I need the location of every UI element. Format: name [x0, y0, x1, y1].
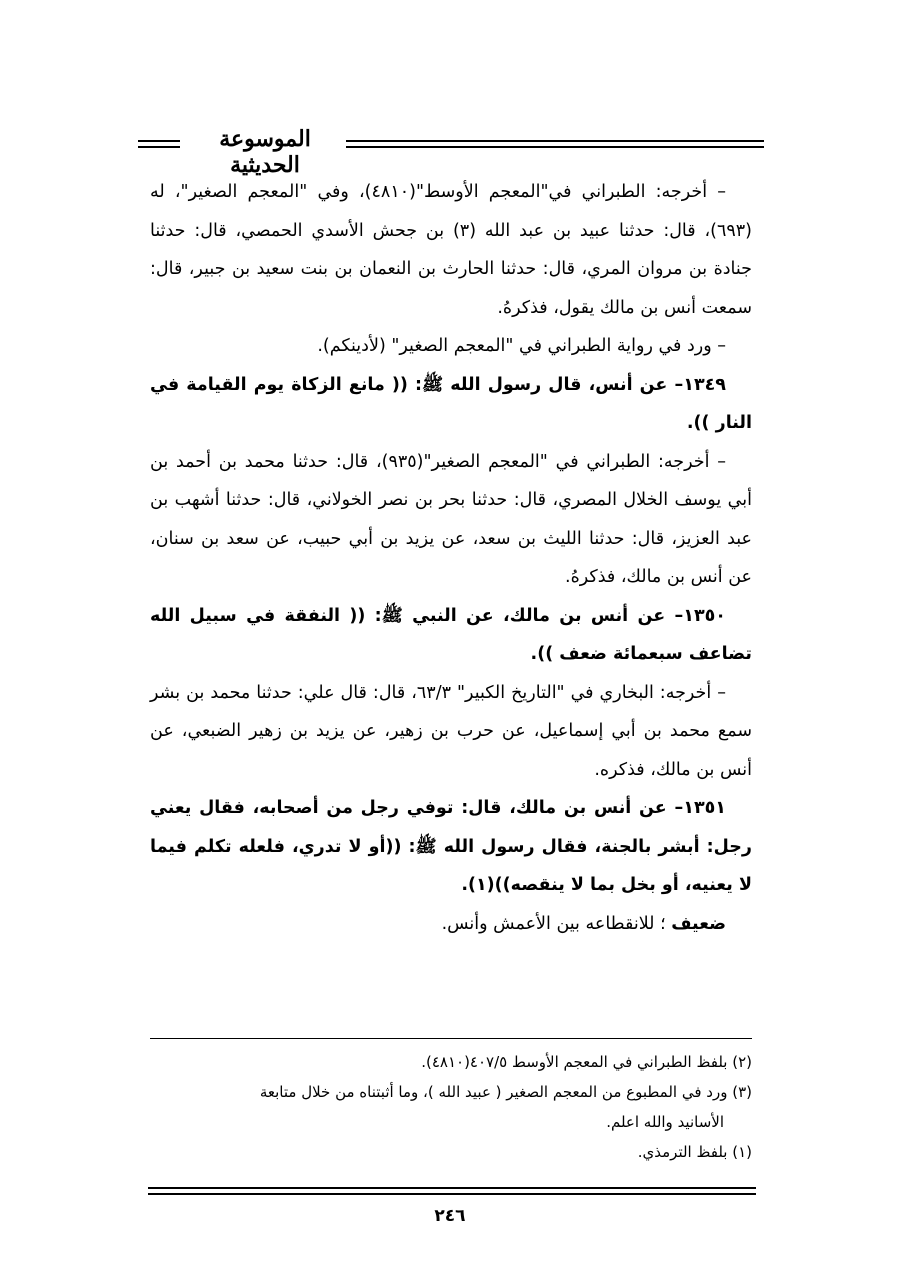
takhrij-paragraph: – أخرجه: البخاري في "التاريخ الكبير" ٦٣/٣، قال: قال علي: حدثنا محمد بن بشر سمع محمد بن أبي إسماعيل، عن حرب بن زهير، عن يزيد بن زهير الضبعي، عن أنس بن مالك، فذكره. — [150, 682, 752, 780]
grading-line — [150, 905, 752, 944]
takhrij-paragraph: – أخرجه: الطبراني في "المعجم الصغير"(٩٣٥)، قال: حدثنا محمد بن أحمد بن أبي يوسف الخلال المصري، قال: حدثنا بحر بن نصر الخولاني، قال: حدثنا أشهب بن عبد العزيز، قال: حدثنا الليث بن سعد، عن يزيد بن أبي حبيب، عن سعد بن سنان، عن أنس بن مالك، فذكرهُ. — [150, 451, 752, 587]
footnote: (١) بلفظ الترمذي. — [637, 1143, 752, 1161]
header-title: الموسوعة الحديثية — [219, 126, 311, 178]
variant-note: – ورد في رواية الطبراني في "المعجم الصغير" (لأدينكم). — [317, 336, 726, 356]
hadith-1351: ١٣٥١– عن أنس بن مالك، قال: توفي رجل من أصحابه، فقال يعني رجل: أبشر بالجنة، فقال رسول الله ﷺ: ((أو لا تدري، فلعله تكلم فيما لا يعنيه، أو بخل بما لا ينقصه))(١). — [150, 798, 752, 895]
hadith-1349: ١٣٤٩– عن أنس، قال رسول الله ﷺ: (( مانع الزكاة يوم القيامة في النار )). — [150, 374, 752, 433]
hadith-1350: ١٣٥٠– عن أنس بن مالك، عن النبي ﷺ: (( النفقة في سبيل الله تضاعف سبعمائة ضعف )). — [150, 605, 752, 664]
footnote-continuation: الأسانيد والله اعلم. — [606, 1113, 724, 1131]
footnote: (٣) ورد في المطبوع من المعجم الصغير ( عبيد الله )، وما أثبتناه من خلال متابعة — [259, 1083, 752, 1101]
running-header — [138, 124, 764, 178]
bottom-rule — [148, 1187, 756, 1195]
footnote-separator — [150, 1038, 752, 1039]
header-rule-left — [138, 140, 180, 148]
grading-reason: ؛ للانقطاعه بين الأعمش وأنس. — [441, 913, 666, 934]
header-rule-right — [346, 140, 764, 148]
footnotes — [150, 1047, 752, 1167]
takhrij-paragraph: – أخرجه: الطبراني في"المعجم الأوسط"(٤٨١٠)، وفي "المعجم الصغير"، له (٦٩٣)، قال: حدثنا عبيد بن عبد الله (٣) بن جحش الأسدي الحمصي، قال: حدثنا جنادة بن مروان المري، قال: حدثنا الحارث بن النعمان بن بنت سعيد بن جبير، قال: سمعت أنس بن مالك يقول، فذكرهُ. — [150, 182, 752, 318]
footnote: (٢) بلفظ الطبراني في المعجم الأوسط ٤٠٧/٥(٤٨١٠). — [421, 1053, 752, 1071]
main-text — [150, 173, 752, 943]
grading-label: ضعيف — [671, 913, 726, 934]
page-number: ٢٤٦ — [434, 1206, 466, 1226]
